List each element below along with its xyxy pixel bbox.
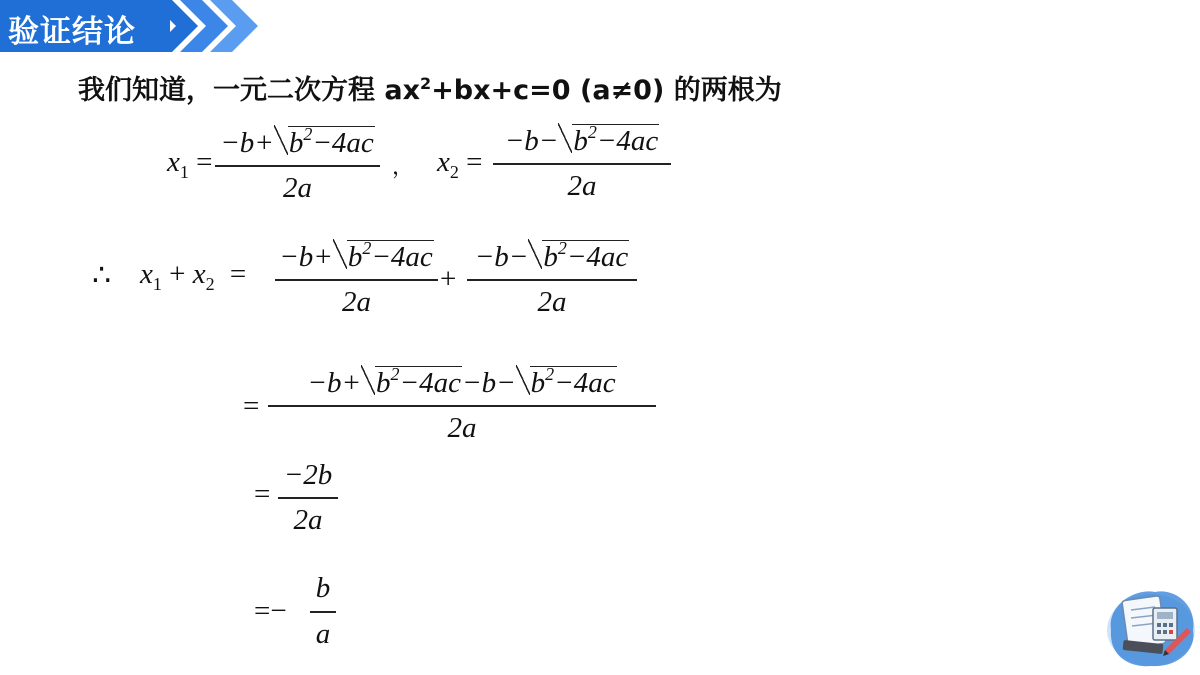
section-title: 验证结论 (8, 14, 136, 50)
fraction-bar (467, 279, 637, 281)
equals-minus: =− (254, 595, 287, 627)
intro-sup: 2 (420, 74, 432, 93)
eq1-numerator: $-b+ b^2-4ac$ (220, 124, 374, 159)
sum-f1-numerator: $-b+ b^2-4ac$ (279, 238, 433, 273)
step2-fraction (268, 362, 656, 448)
intro-suffix: +bx+c=0 (a≠0) 的两根为 (431, 75, 782, 106)
therefore-symbol: ∴ (92, 258, 112, 293)
sum-f2-numerator: $-b- b^2-4ac$ (474, 238, 629, 273)
step2-denominator: 2a (447, 412, 477, 444)
sum-fraction-2 (467, 236, 637, 322)
step3-fraction (278, 455, 338, 541)
equals-sign: = (466, 146, 483, 178)
equals-sign: = (196, 146, 213, 178)
step3-denominator: 2a (293, 504, 323, 536)
fraction-bar (215, 165, 380, 167)
eq2-lhs (437, 146, 483, 182)
subscript: 1 (179, 162, 189, 182)
fraction-bar (493, 163, 671, 165)
step4-numerator: b (315, 572, 331, 604)
sum-f2-denominator: 2a (537, 286, 567, 318)
step4-fraction (310, 570, 336, 656)
sum-f1-denominator: 2a (342, 286, 371, 318)
fraction-bar (275, 279, 438, 281)
eq2-fraction (493, 120, 671, 206)
eq2-numerator: $-b- b^2-4ac$ (504, 122, 659, 157)
step2-numerator: $-b+ b^2-4ac-b- b^2-4ac$ (307, 364, 616, 399)
subscript: 2 (449, 162, 459, 182)
equals-sign: = (254, 478, 271, 510)
eq2-denominator: 2a (567, 170, 597, 202)
comma: ， (392, 154, 415, 179)
eq1-fraction (215, 122, 380, 208)
var-x: x (167, 146, 180, 178)
chevron-arrows-icon (150, 0, 265, 52)
fraction-bar (310, 611, 336, 613)
fraction-bar (268, 405, 656, 407)
sum-lhs: $x_1 + x_2$ = (140, 258, 247, 294)
math-notebook-icon (1105, 580, 1197, 670)
var-x: x (437, 146, 450, 178)
step3-numerator: −2b (283, 459, 333, 491)
intro-prefix: 我们知道，一元二次方程 ax (78, 75, 421, 106)
sum-fraction-1 (275, 236, 438, 322)
eq1-lhs (167, 146, 213, 182)
step4-denominator: a (315, 618, 331, 650)
fraction-bar (278, 497, 338, 499)
eq1-denominator: 2a (283, 172, 312, 204)
intro-text (78, 68, 782, 107)
plus-sign: + (440, 263, 457, 295)
equals-sign: = (243, 390, 260, 422)
